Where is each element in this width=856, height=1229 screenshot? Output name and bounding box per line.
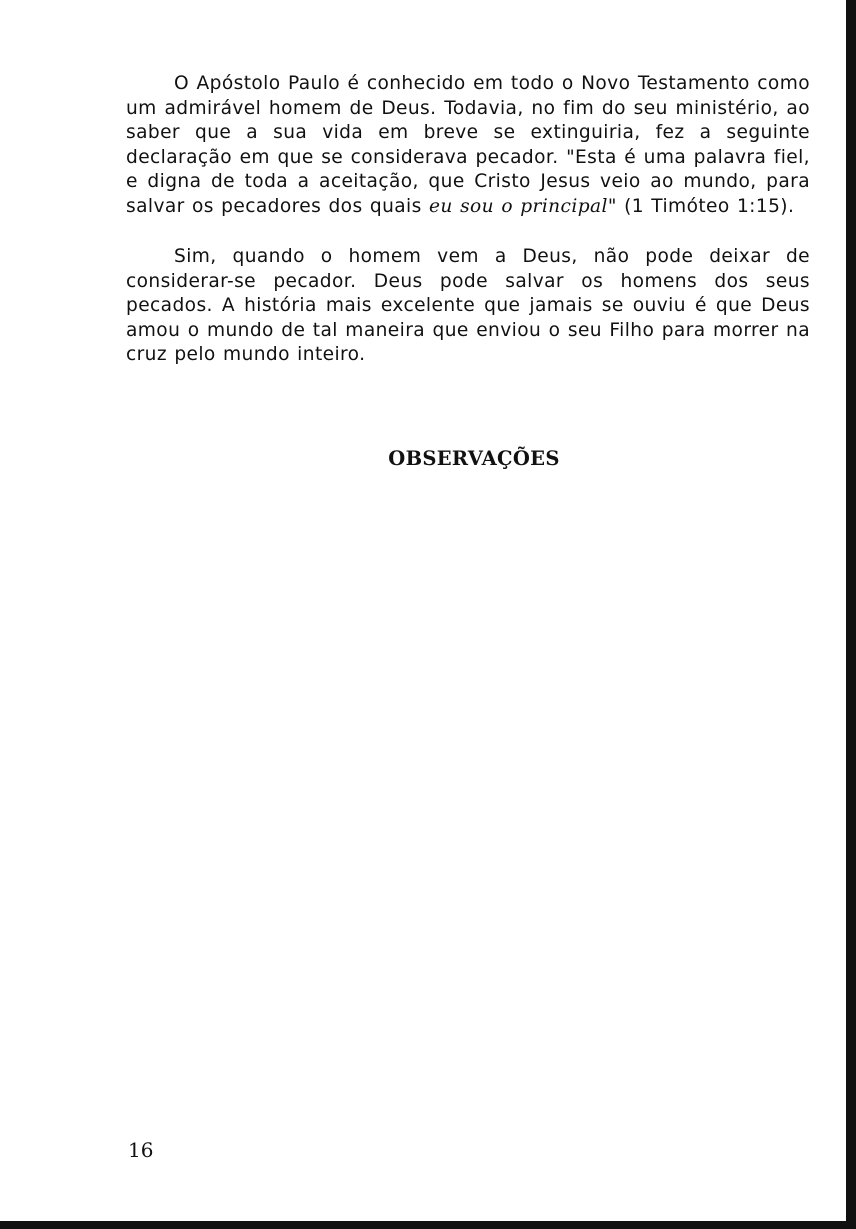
paragraph-paulo [126, 72, 810, 220]
page-number: 16 [128, 1138, 154, 1162]
paragraph-1-citation: " (1 Timóteo 1:15). [607, 195, 795, 217]
paragraph-sim: Sim, quando o homem vem a Deus, não pode deixar de considerar-se pecador. Deus pode salvar os homens dos seus pecados. A história mais excelente que jamais se ouviu é que Deus amou o mundo de tal maneira que enviou o seu Filho para morrer na cruz pelo mundo inteiro. [126, 246, 810, 366]
paragraph-1-italic-quote: eu sou o principal [429, 195, 608, 217]
section-heading-observacoes: OBSERVAÇÕES [388, 447, 560, 470]
paragraph-1-text: O Apóstolo Paulo é conhecido em todo o Novo Testamento como um admirável homem de Deus. Todavia, no fim do seu ministério, ao saber que a sua vida em breve se extinguiria, fez a seguinte declaração em que se considerava pecador. "Esta é uma palavra fiel, e digna de toda a aceitação, que Cristo Jesus veio ao mundo, para salvar os pecadores dos quais [126, 73, 810, 217]
scan-edge-bottom [0, 1221, 856, 1229]
scan-edge-right [846, 0, 856, 1229]
